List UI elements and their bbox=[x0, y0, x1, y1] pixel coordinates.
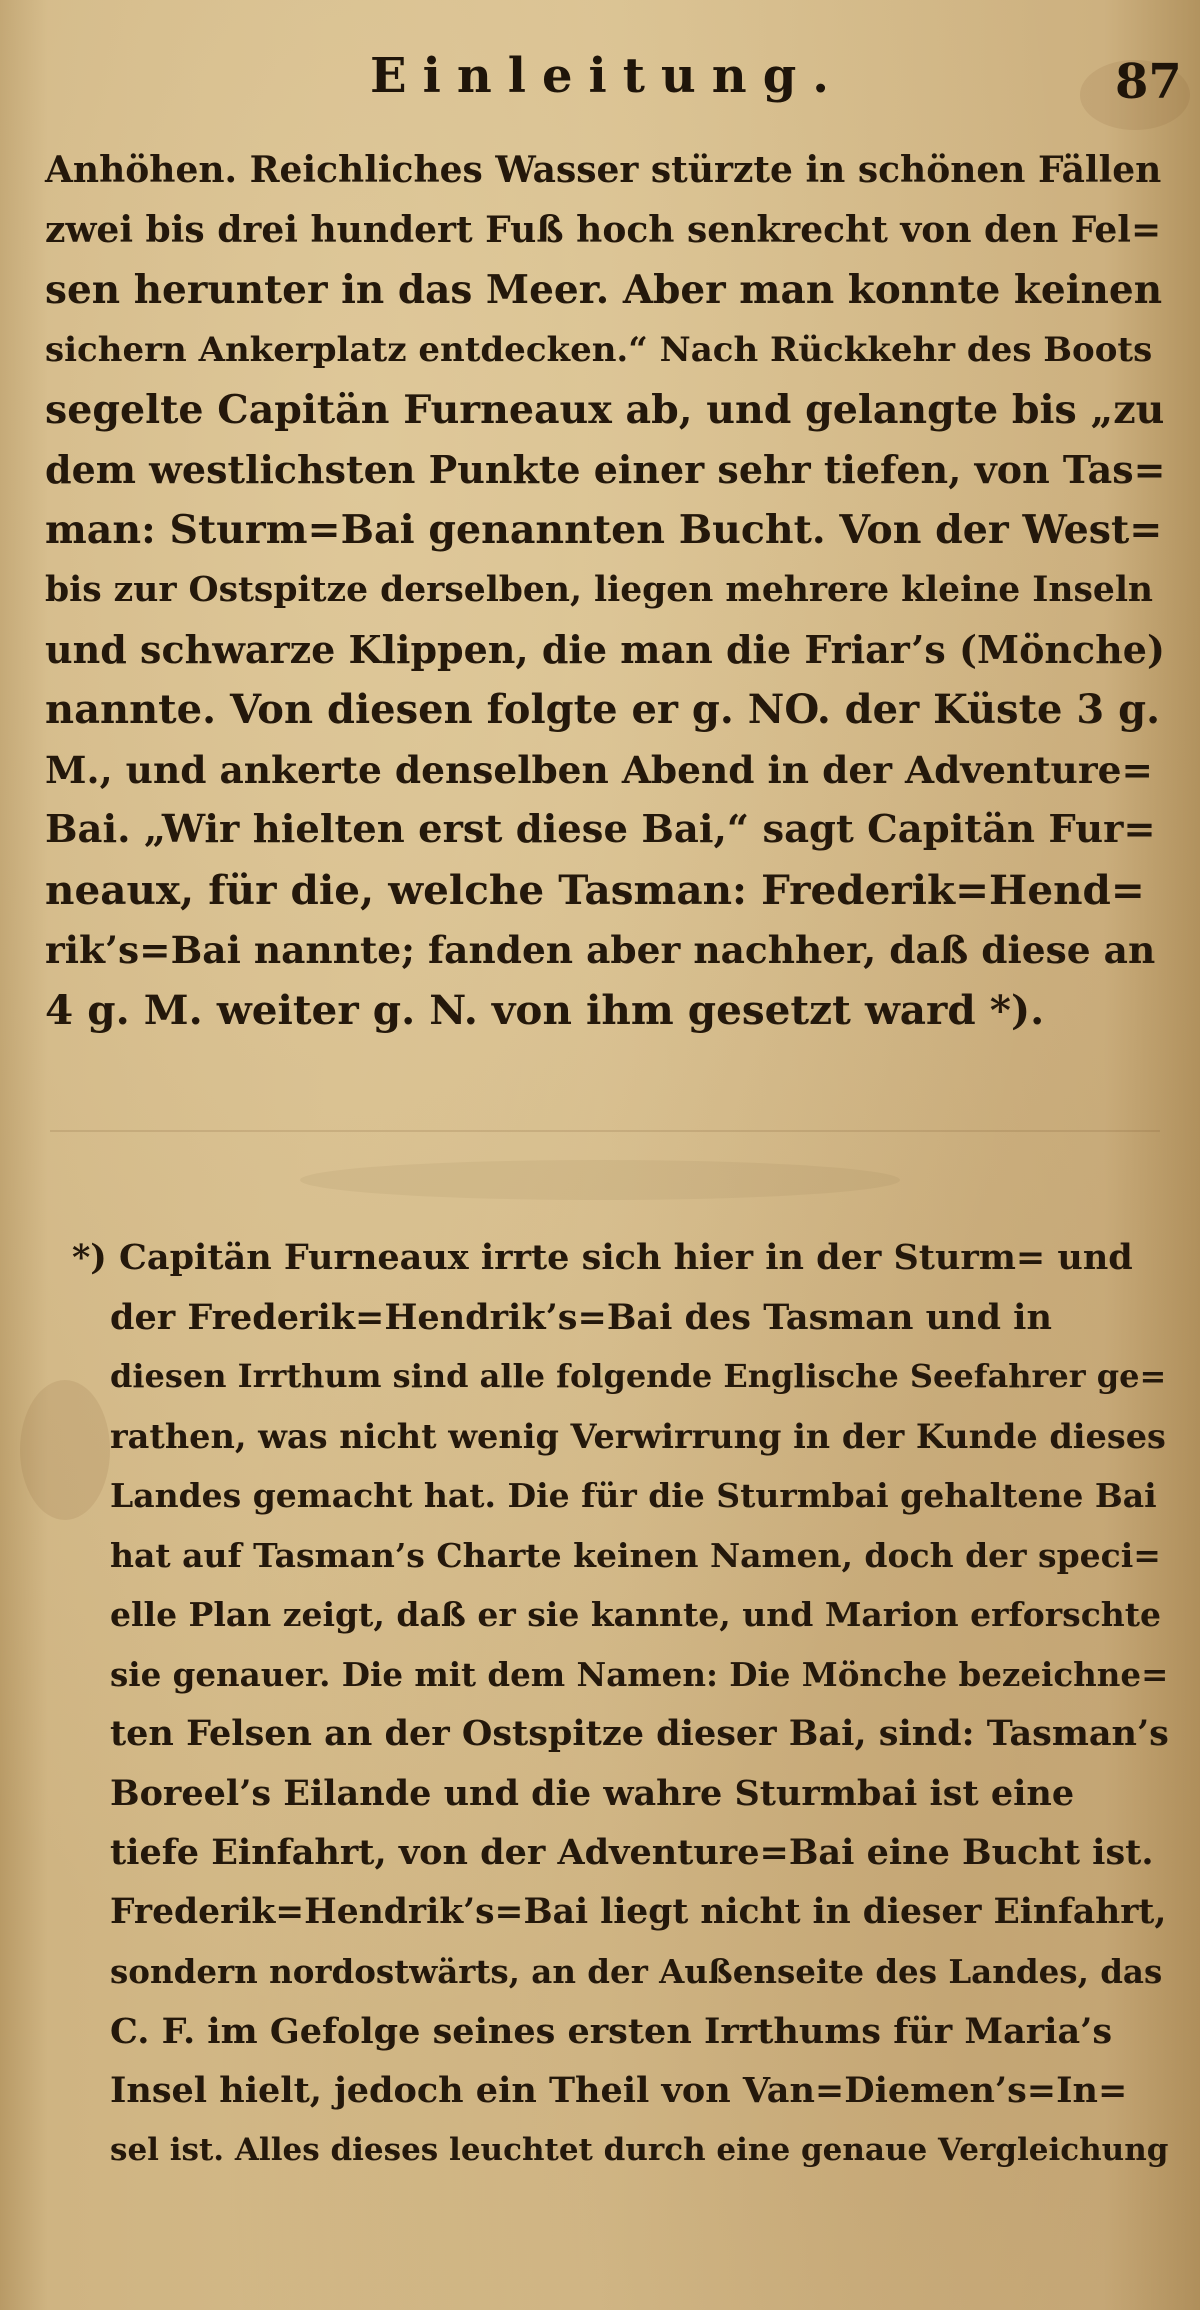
text-line: sichern Ankerplatz entdecken.“ Nach Rückkehr des Boots bbox=[45, 330, 1153, 370]
footnote-line: tiefe Einfahrt, von der Adventure=Bai eine Bucht ist. bbox=[110, 1832, 1154, 1873]
text-line: bis zur Ostspitze derselben, liegen mehrere kleine Inseln bbox=[45, 570, 1154, 610]
text-line: segelte Capitän Furneaux ab, und gelangte bis „zu bbox=[45, 387, 1165, 433]
footnote-line: ten Felsen an der Ostspitze dieser Bai, sind: Tasman’s bbox=[110, 1713, 1169, 1754]
paper-stain bbox=[300, 1160, 900, 1200]
footnote-line: sondern nordostwärts, an der Außenseite des Landes, das bbox=[110, 1952, 1163, 1991]
text-line: Anhöhen. Reichliches Wasser stürzte in schönen Fällen bbox=[45, 149, 1162, 191]
text-line: M., und ankerte denselben Abend in der Adventure= bbox=[45, 748, 1153, 792]
footnote-line: diesen Irrthum sind alle folgende Englische Seefahrer ge= bbox=[110, 1357, 1167, 1395]
footnote-line: *) Capitän Furneaux irrte sich hier in der Sturm= und bbox=[72, 1237, 1133, 1278]
page-number: 87 bbox=[1115, 54, 1182, 110]
footnote-line: elle Plan zeigt, daß er sie kannte, und Marion erforschte bbox=[110, 1595, 1162, 1634]
text-line: rik’s=Bai nannte; fanden aber nachher, daß diese an bbox=[45, 928, 1156, 972]
footnote-line: Insel hielt, jedoch ein Theil von Van=Diemen’s=In= bbox=[110, 2070, 1128, 2111]
text-line: nannte. Von diesen folgte er g. NO. der Küste 3 g. bbox=[45, 686, 1161, 733]
text-line: man: Sturm=Bai genannten Bucht. Von der West= bbox=[45, 507, 1163, 553]
text-line: zwei bis drei hundert Fuß hoch senkrecht von den Fel= bbox=[45, 209, 1162, 251]
main-text bbox=[45, 140, 1165, 1040]
footnote-separator bbox=[50, 1130, 1160, 1132]
footnote-line: sie genauer. Die mit dem Namen: Die Mönche bezeichne= bbox=[110, 1654, 1169, 1694]
footnote-line: hat auf Tasman’s Charte keinen Namen, doch der speci= bbox=[110, 1535, 1161, 1575]
running-header bbox=[0, 40, 1200, 120]
text-line: 4 g. M. weiter g. N. von ihm gesetzt ward *). bbox=[45, 986, 1045, 1034]
footnote-line: Boreel’s Eilande und die wahre Sturmbai ist eine bbox=[110, 1772, 1075, 1814]
footnote-line: Frederik=Hendrik’s=Bai liegt nicht in dieser Einfahrt, bbox=[110, 1891, 1167, 1932]
footnote-line: Landes gemacht hat. Die für die Sturmbai gehaltene Bai bbox=[110, 1476, 1157, 1515]
text-line: neaux, für die, welche Tasman: Frederik=Hend= bbox=[45, 866, 1145, 914]
footnote-line: der Frederik=Hendrik’s=Bai des Tasman und in bbox=[110, 1296, 1052, 1338]
text-line: sen herunter in das Meer. Aber man konnte keinen bbox=[45, 267, 1163, 313]
footnote-line: rathen, was nicht wenig Verwirrung in der Kunde dieses bbox=[110, 1416, 1166, 1456]
text-line: und schwarze Klippen, die man die Friar’s (Mönche) bbox=[45, 627, 1165, 672]
running-title: Einleitung. bbox=[370, 48, 845, 104]
footnote-line: sel ist. Alles dieses leuchtet durch eine genaue Vergleichung bbox=[110, 2131, 1169, 2168]
text-line: Bai. „Wir hielten erst diese Bai,“ sagt Capitän Fur= bbox=[45, 807, 1156, 852]
footnote bbox=[72, 1228, 1172, 2180]
text-line: dem westlichsten Punkte einer sehr tiefen, von Tas= bbox=[45, 447, 1166, 492]
footnote-line: C. F. im Gefolge seines ersten Irrthums für Maria’s bbox=[110, 2010, 1113, 2052]
